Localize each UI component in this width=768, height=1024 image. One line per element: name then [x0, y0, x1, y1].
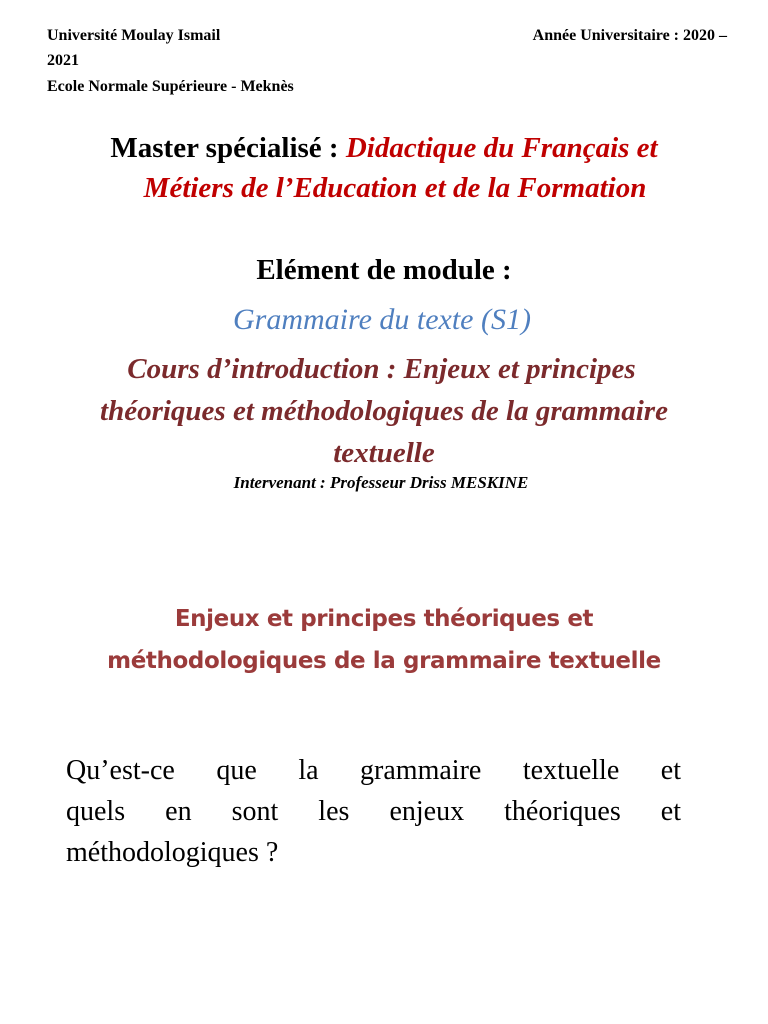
- course-title: Grammaire du texte (S1): [233, 303, 531, 336]
- master-title-line1: Didactique du Français et: [345, 132, 658, 164]
- academic-year: Année Universitaire : 2020 –: [532, 27, 727, 44]
- slide-title-line1: Enjeux et principes théoriques et: [174, 606, 594, 632]
- master-title: [0, 128, 768, 208]
- teacher-name: Intervenant : Professeur Driss MESKINE: [233, 473, 529, 492]
- intro-line2: théoriques et méthodologiques de la grammaire: [100, 395, 668, 427]
- school-name: Ecole Normale Supérieure - Meknès: [47, 78, 294, 95]
- master-title-line2: Métiers de l’Education et de la Formation: [143, 172, 647, 204]
- header-row: [47, 25, 727, 47]
- university-name: Université Moulay Ismail: [47, 27, 221, 44]
- academic-year-end: 2021: [47, 52, 79, 69]
- slide-title-line2: méthodologiques de la grammaire textuelle: [107, 648, 661, 674]
- intro-course-title: [0, 348, 768, 474]
- slide-title: [0, 598, 768, 682]
- question-line3: méthodologiques ?: [66, 837, 279, 868]
- question-line1: Qu’est-ce que la grammaire textuelle et: [66, 755, 681, 786]
- question-line2: quels en sont les enjeux théoriques et: [66, 796, 681, 827]
- master-label: Master spécialisé :: [110, 132, 339, 164]
- module-label: Elément de module :: [256, 254, 512, 286]
- intro-line1: Cours d’introduction : Enjeux et principes: [127, 353, 636, 385]
- intro-line3: textuelle: [333, 437, 435, 469]
- question-paragraph: [66, 750, 681, 873]
